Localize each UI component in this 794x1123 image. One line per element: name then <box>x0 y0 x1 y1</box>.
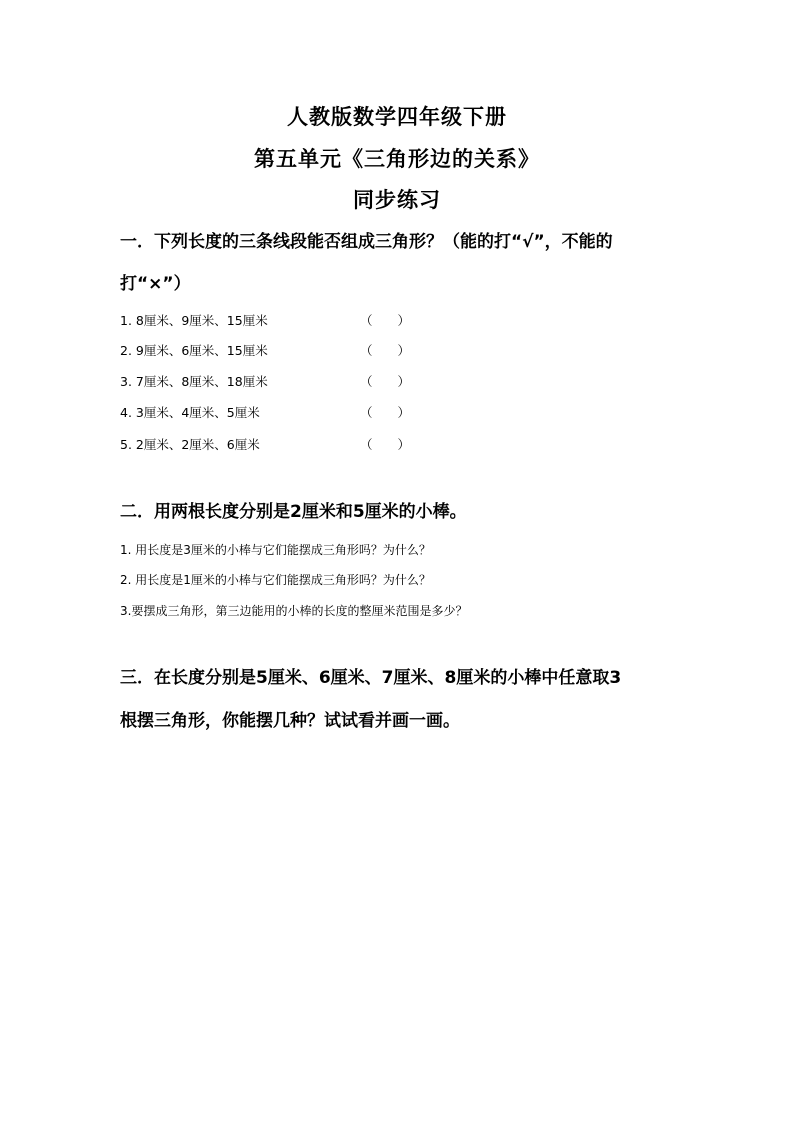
section1-item-3: 3. 7厘米、8厘米、18厘米 <box>120 374 268 389</box>
section1-item-5: 5. 2厘米、2厘米、6厘米 <box>120 437 260 452</box>
section1-item-1: 1. 8厘米、9厘米、15厘米 <box>120 313 268 328</box>
section3-heading-line1: 三．在长度分别是5厘米、6厘米、7厘米、8厘米的小棒中任意取3 <box>120 668 622 688</box>
section2-heading: 二．用两根长度分别是2厘米和5厘米的小棒。 <box>120 502 467 522</box>
section1-heading-line1: 一．下列长度的三条线段能否组成三角形？（能的打“√”，不能的 <box>120 232 613 252</box>
section1-item-2: 2. 9厘米、6厘米、15厘米 <box>120 343 268 358</box>
section1-answer-1[interactable]: （ ） <box>360 313 411 328</box>
section2-question-1: 1. 用长度是3厘米的小棒与它们能摆成三角形吗？为什么？ <box>120 543 431 557</box>
section1-answer-2[interactable]: （ ） <box>360 343 411 358</box>
section1-heading-line2: 打“×”） <box>120 274 191 294</box>
section1-answer-5[interactable]: （ ） <box>360 437 411 452</box>
section2-question-2: 2. 用长度是1厘米的小棒与它们能摆成三角形吗？为什么？ <box>120 573 431 587</box>
section1-answer-4[interactable]: （ ） <box>360 405 411 420</box>
section2-question-3: 3.要摆成三角形，第三边能用的小棒的长度的整厘米范围是多少？ <box>120 604 468 618</box>
section1-answer-3[interactable]: （ ） <box>360 374 411 389</box>
unit-title: 第五单元《三角形边的关系》 <box>254 147 540 171</box>
section3-heading-line2: 根摆三角形，你能摆几种？试试看并画一画。 <box>120 711 460 731</box>
section1-item-4: 4. 3厘米、4厘米、5厘米 <box>120 405 260 420</box>
exercise-title: 同步练习 <box>353 188 441 212</box>
page-title: 人教版数学四年级下册 <box>287 105 507 129</box>
